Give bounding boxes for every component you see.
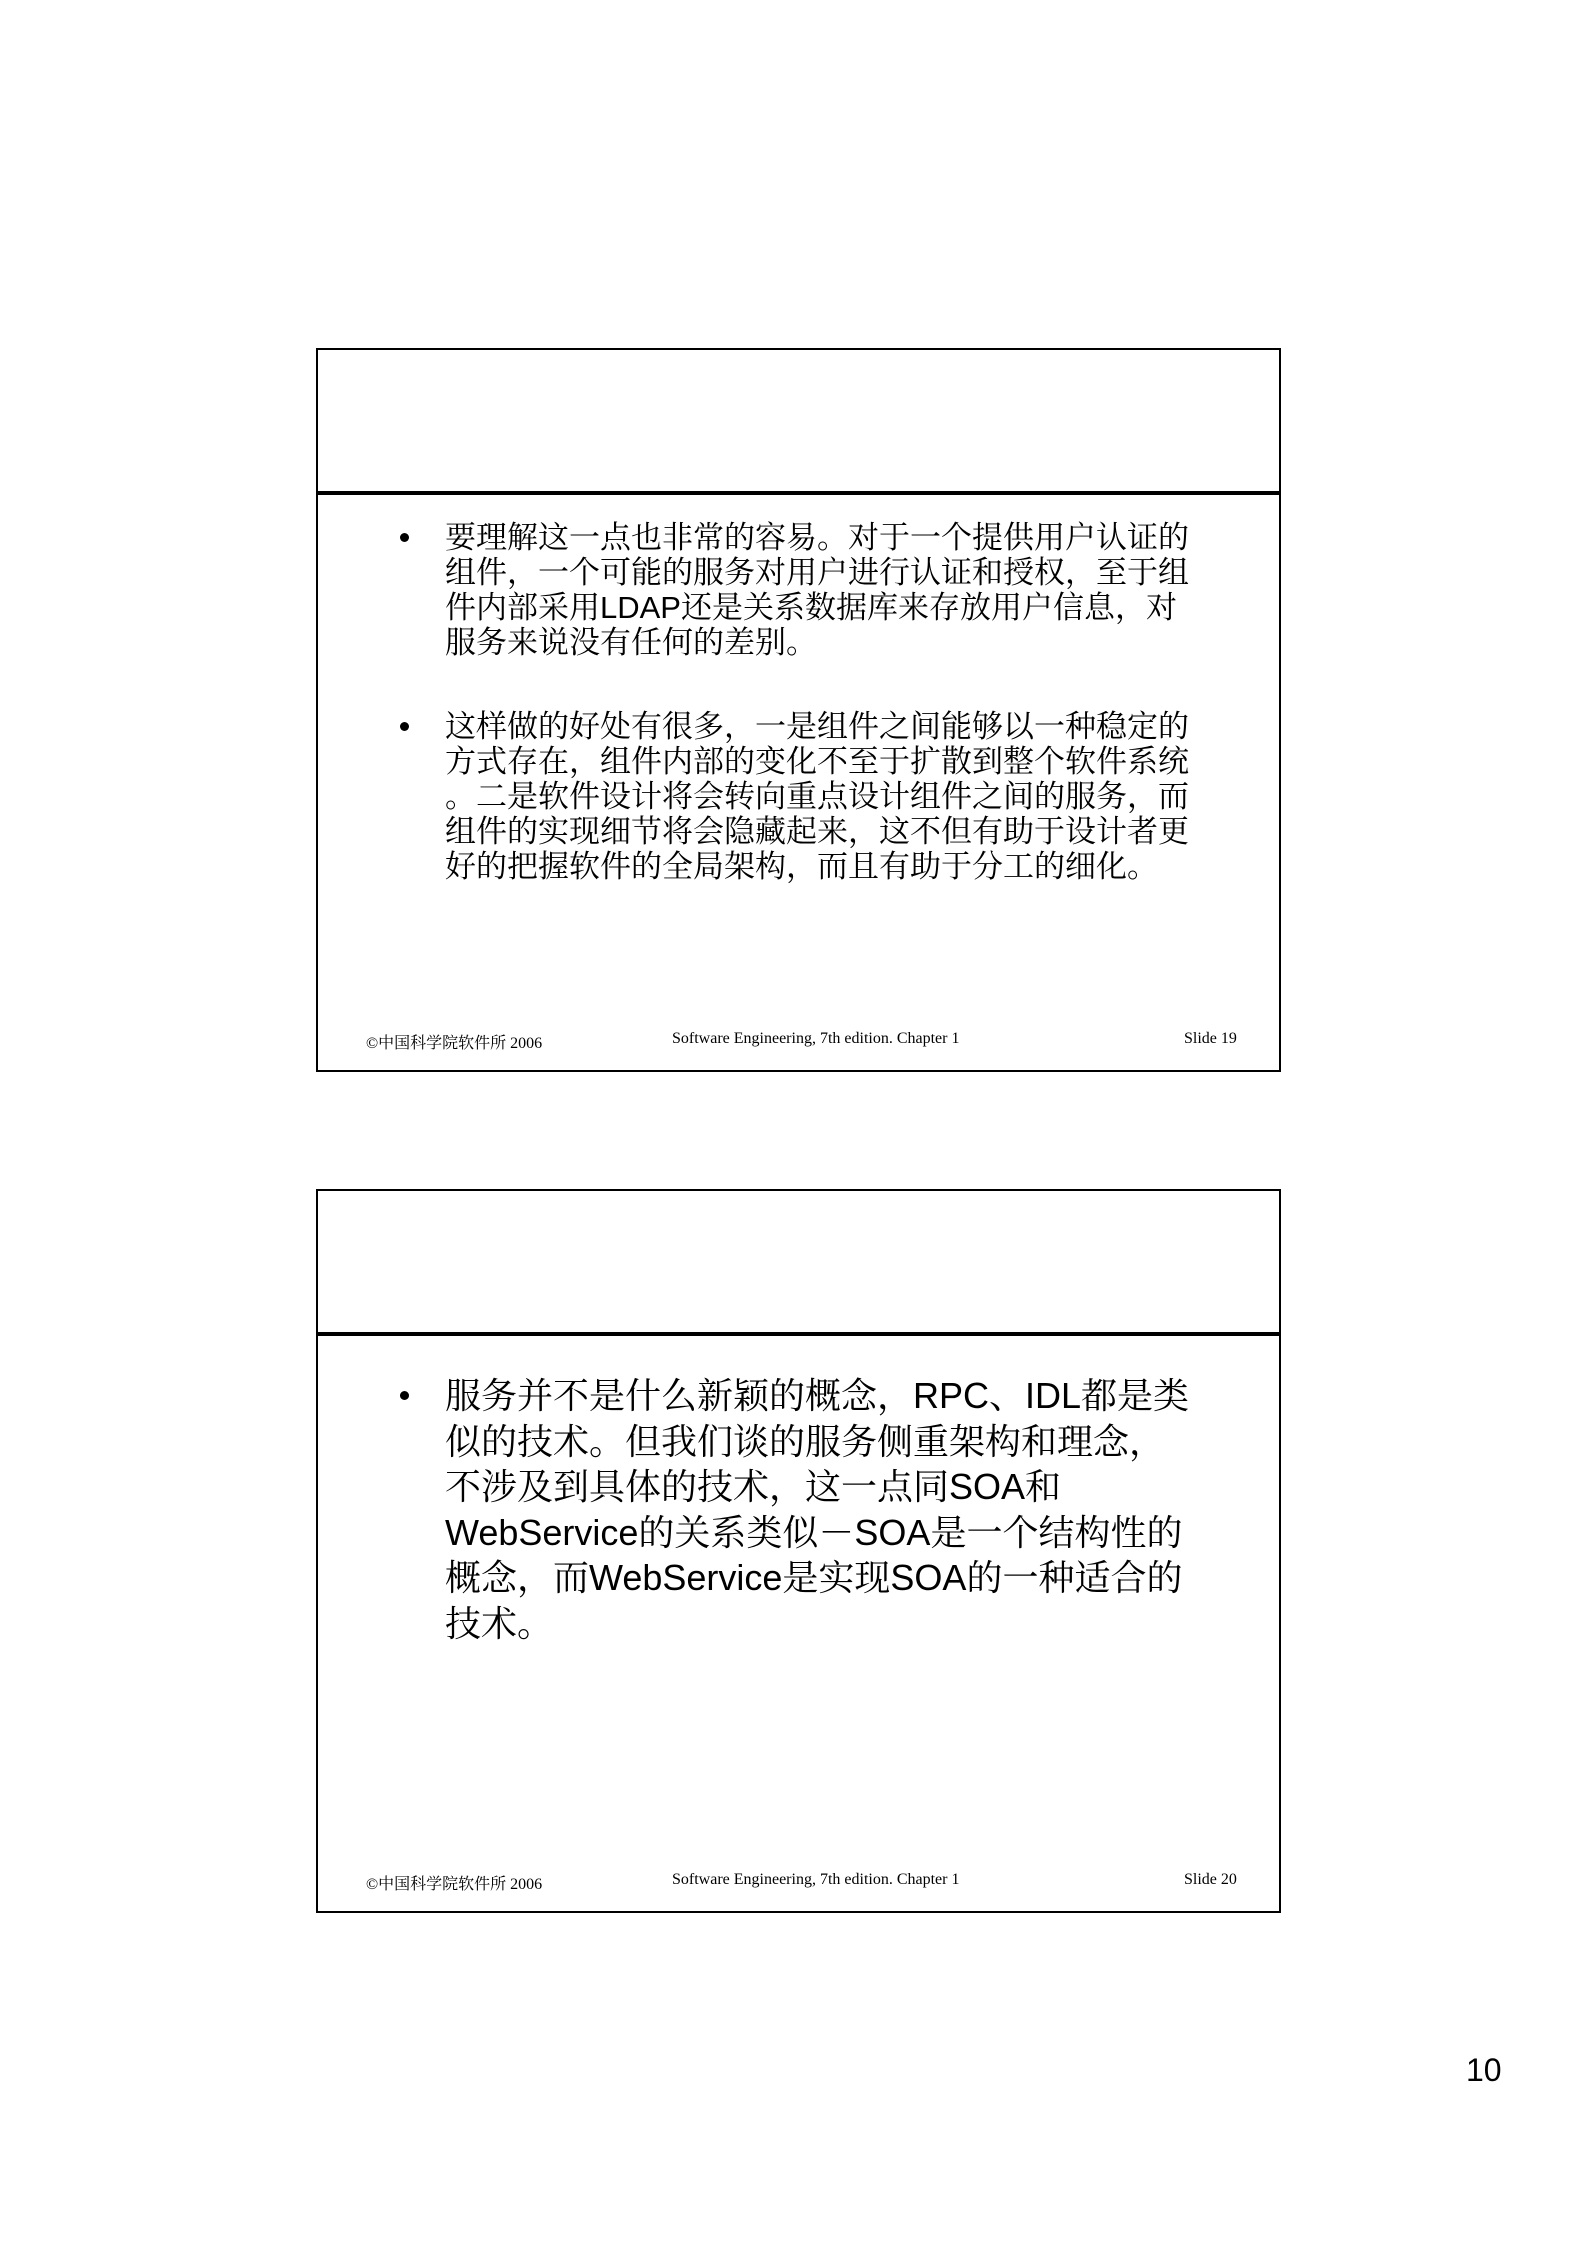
text-line: WebService的关系类似－SOA是一个结构性的 <box>445 1511 1183 1553</box>
footer-slide-number: Slide 20 <box>1184 1871 1237 1888</box>
bullet-icon <box>400 533 409 542</box>
text-line: 件内部采用LDAP还是关系数据库来存放用户信息，对 <box>445 590 1177 625</box>
text-line: 服务来说没有任何的差别。 <box>445 625 817 660</box>
title-divider <box>318 1332 1279 1336</box>
bullet-icon <box>400 722 409 731</box>
text-line: 方式存在，组件内部的变化不至于扩散到整个软件系统 <box>445 744 1189 779</box>
text-line: 这样做的好处有很多，一是组件之间能够以一种稳定的 <box>445 709 1189 744</box>
text-line: 要理解这一点也非常的容易。对于一个提供用户认证的 <box>445 520 1189 555</box>
text-line: 服务并不是什么新颖的概念，RPC、IDL都是类 <box>445 1375 1190 1416</box>
bullet-text <box>445 709 1189 884</box>
footer-title: Software Engineering, 7th edition. Chapter 1 <box>672 1871 960 1888</box>
footer-copyright: ©中国科学院软件所 2006 <box>366 1876 543 1893</box>
footer-title: Software Engineering, 7th edition. Chapter 1 <box>672 1030 960 1047</box>
text-line: 概念，而WebService是实现SOA的一种适合的 <box>445 1557 1183 1598</box>
bullet-icon <box>400 1391 409 1400</box>
text-line: 好的把握软件的全局架构，而且有助于分工的细化。 <box>445 849 1158 884</box>
text-line: 似的技术。但我们谈的服务侧重架构和理念， <box>445 1420 1166 1462</box>
text-line: 技术。 <box>445 1602 554 1644</box>
footer-slide-number: Slide 19 <box>1184 1030 1237 1047</box>
text-line: 。二是软件设计将会转向重点设计组件之间的服务，而 <box>445 779 1189 814</box>
title-divider <box>318 491 1279 495</box>
text-line: 不涉及到具体的技术，这一点同SOA和 <box>445 1466 1062 1507</box>
footer-copyright: ©中国科学院软件所 2006 <box>366 1035 543 1052</box>
slide-19 <box>316 348 1281 1072</box>
bullet-text <box>445 520 1189 660</box>
bullet-text <box>445 1373 1189 1646</box>
text-line: 组件，一个可能的服务对用户进行认证和授权，至于组 <box>445 555 1189 590</box>
text-line: 组件的实现细节将会隐藏起来，这不但有助于设计者更 <box>445 814 1189 849</box>
slide-20 <box>316 1189 1281 1913</box>
page-number: 10 <box>1466 2052 1502 2088</box>
